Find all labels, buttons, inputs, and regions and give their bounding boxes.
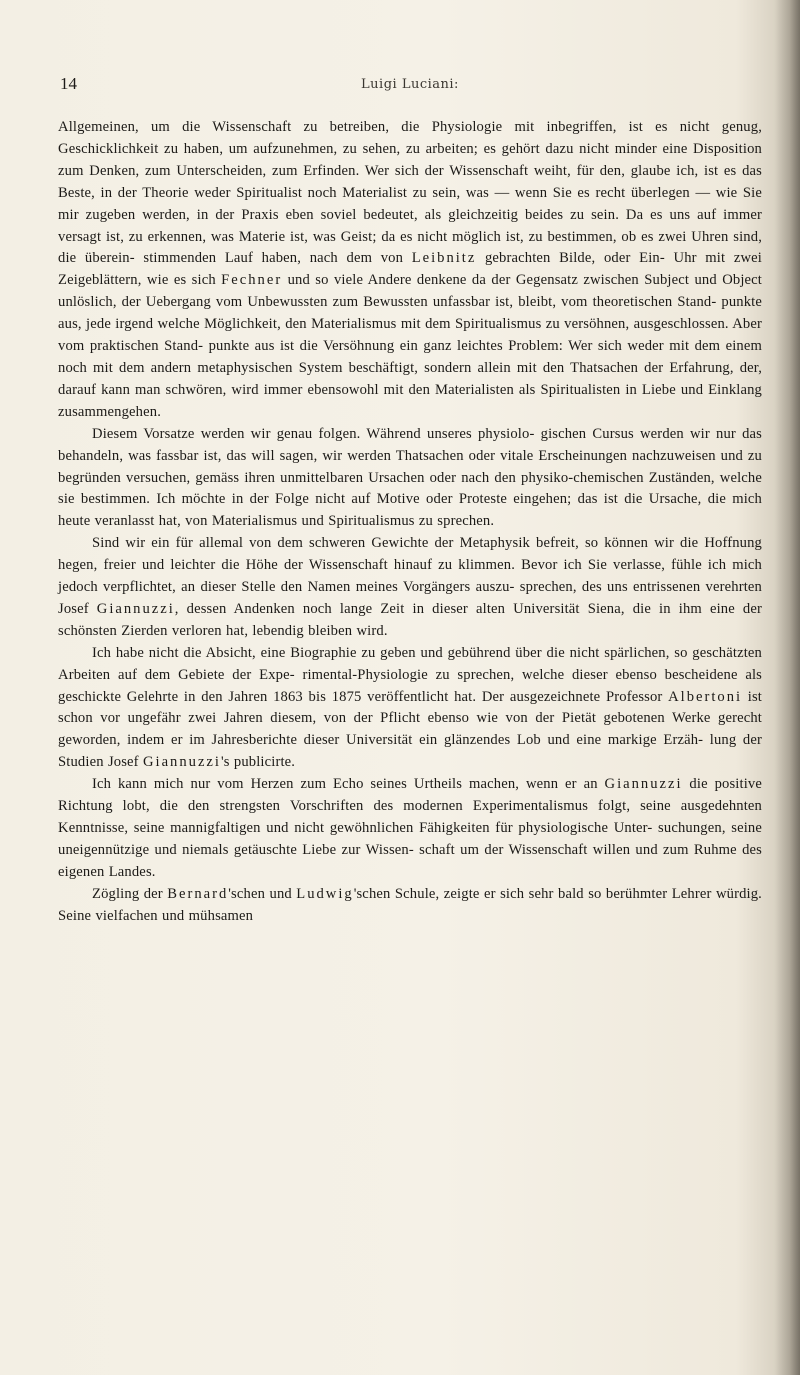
spaced-name: Ludwig <box>296 885 354 902</box>
running-head: Luigi Luciani: <box>361 77 459 92</box>
paragraph <box>58 424 762 534</box>
paragraph <box>58 884 762 928</box>
body-text <box>58 117 762 928</box>
text-run: und so viele Andere denkene da der Gegensatz zwischen Subject und Object unlöslich, der Uebergang vom Unbewussten zum Bewussten unfassbar ist, bleibt, vom theoretischen Stand- punkte aus, jede irgend welche Möglichkeit, den Materialismus mit dem Spiritualismus zu versöhnen, ausgeschlossen. Aber vom praktischen Stand- punkte aus ist die Versöhnung ein ganz leichtes Problem: Wer sich weder mit dem einem noch mit dem andern metaphysischen System beschäftigt, sondern allein mit den Thatsachen der Erfahrung, der, darauf kann man schwören, wird immer ebensowohl mit den Materialisten als Spiritualisten in Liebe und Einklang zusammengehen. <box>58 272 762 420</box>
text-run: Allgemeinen, um die Wissenschaft zu betreiben, die Physiologie mit inbegriffen, ist es nicht genug, Geschicklichkeit zu haben, um aufzunehmen, zu sehen, zu arbeiten; es gehört dazu nicht minder eine Disposition zum Denken, zum Unterscheiden, zum Erfinden. Wer sich der Wissenschaft weiht, für den, glaube ich, ist es das Beste, in der Theorie weder Spiritualist noch Materialist zu sein, was — wenn Sie es recht überlegen — wie Sie mir zugeben werden, in der Praxis eben soviel bedeutet, als gleichzeitig beides zu sein. Da es uns auf immer versagt ist, zu erkennen, was Materie ist, was Geist; da es nicht möglich ist, zu bestimmen, ob es zwei Uhren sind, die überein- stimmenden Lauf haben, nach dem von <box>58 119 762 267</box>
text-run: 'schen und <box>228 885 297 902</box>
page-header <box>60 74 760 98</box>
spaced-name: Leibnitz <box>411 250 477 267</box>
text-run: Ich habe nicht die Absicht, eine Biographie zu geben und gebührend über die nicht spärlichen, so geschätzten Arbeiten auf dem Gebiete der Expe- rimental-Physiologie zu sprechen, welche dieser ebenso bescheidene als geschickte Gelehrte in den Jahren 1863 bis 1875 veröffentlicht hat. Der ausgezeichnete Professor <box>58 644 762 705</box>
spaced-name: Giannuzzi <box>604 776 683 793</box>
text-run: Zögling der <box>92 885 168 902</box>
text-run: ist schon vor ungefähr zwei Jahren diesem, von der Pflicht ebenso wie von der Pietät gebotenen Werke gerecht geworden, indem er im Jahresberichte dieser Universität ein glänzendes Lob und eine markige Erzäh- lung der Studien Josef <box>58 688 762 771</box>
paragraph <box>58 643 762 774</box>
spaced-name: Fechner <box>221 272 283 289</box>
text-run: 's publicirte. <box>220 754 296 771</box>
text-run: Sind wir ein für allemal von dem schweren Gewichte der Metaphysik befreit, so können wir die Hoffnung hegen, freier und leichter die Höhe der Wissenschaft hinauf zu klimmen. Bevor ich Sie verlasse, fühle ich mich jedoch verpflichtet, an dieser Stelle den Namen meines Vorgängers auszu- sprechen, des uns entrissenen verehrten Josef <box>58 535 762 617</box>
text-run: Ich kann mich nur vom Herzen zum Echo seines Urtheils machen, wenn er an <box>92 776 605 793</box>
text-run: Diesem Vorsatze werden wir genau folgen. Während unseres physiolo- gischen Cursus werden wir nur das behandeln, was fassbar ist, das will sagen, wir werden Thatsachen oder vitale Erscheinungen nachzuweisen und zu begründen versuchen, gemäss ihren unmittelbaren Ursachen oder nach den physiko-chemischen Zuständen, welche sie bestimmen. Ich möchte in der Folge nicht auf Motive oder Proteste eingehen; das ist die Ursache, die mich heute veranlasst hat, von Materialismus und Spiritualismus zu sprechen. <box>58 425 762 530</box>
text-run: gebrachten Bilde, oder Ein- Uhr mit zwei Zeigeblättern, wie es sich <box>58 250 762 289</box>
spaced-name: Bernard <box>167 885 229 902</box>
spaced-name: Giannuzzi <box>96 600 175 617</box>
page-number: 14 <box>60 74 77 93</box>
spaced-name: Albertoni <box>668 688 743 705</box>
text-run: die positive Richtung lobt, die den strengsten Vorschriften des modernen Experimentalismus folgt, seine ausgedehnten Kenntnisse, seine mannigfaltigen und nicht gewöhnlichen Fähigkeiten für physiologische Unter- suchungen, seine uneigennützige und niemals getäuschte Liebe zur Wissen- schaft um der Wissenschaft willen und zum Ruhme des eigenen Landes. <box>58 776 762 880</box>
paragraph <box>58 774 762 884</box>
page-edge-shadow <box>774 0 800 1375</box>
spaced-name: Giannuzzi <box>142 754 221 771</box>
text-run: 'schen Schule, zeigte er sich sehr bald so berühmter Lehrer würdig. Seine vielfachen und mühsamen <box>58 885 762 924</box>
paragraph <box>58 533 762 643</box>
text-run: , dessen Andenken noch lange Zeit in dieser alten Universität Siena, die in ihm eine der schönsten Zierden verloren hat, lebendig bleiben wird. <box>58 600 762 639</box>
paragraph <box>58 117 762 424</box>
